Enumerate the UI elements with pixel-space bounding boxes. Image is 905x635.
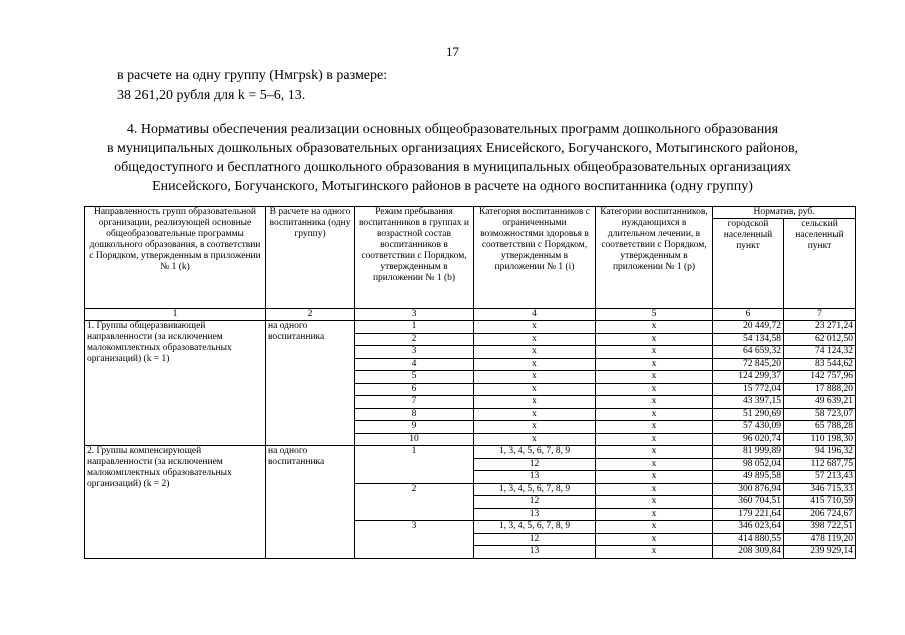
cell-p: x bbox=[596, 483, 713, 496]
cell-city: 43 397,15 bbox=[713, 396, 784, 409]
cell-i: 12 bbox=[474, 533, 596, 546]
cell-i: x bbox=[474, 383, 596, 396]
cell-i: x bbox=[474, 346, 596, 359]
col-number: 2 bbox=[266, 309, 355, 321]
table-row bbox=[85, 321, 856, 334]
cell-city: 57 430,09 bbox=[713, 421, 784, 434]
cell-city: 414 880,55 bbox=[713, 533, 784, 546]
cell-rural: 398 722,51 bbox=[784, 521, 856, 534]
col-number: 3 bbox=[355, 309, 474, 321]
cell-i: 13 bbox=[474, 546, 596, 559]
cell-i: x bbox=[474, 396, 596, 409]
cell-city: 81 999,89 bbox=[713, 446, 784, 459]
group-name: 2. Группы компенсирующей направленности (за исключением малокомплектных образовательных организаций) (k = 2) bbox=[85, 446, 266, 559]
cell-city: 51 290,69 bbox=[713, 408, 784, 421]
cell-p: x bbox=[596, 421, 713, 434]
heading-line: Енисейского, Богучанского, Мотыгинского районов в расчете на одного воспитанника (одну группу) bbox=[152, 179, 753, 194]
cell-city: 124 299,37 bbox=[713, 371, 784, 384]
cell-rural: 74 124,32 bbox=[784, 346, 856, 359]
cell-b: 9 bbox=[355, 421, 474, 434]
cell-p: x bbox=[596, 471, 713, 484]
cell-b: 1 bbox=[355, 321, 474, 334]
cell-city: 360 704,51 bbox=[713, 496, 784, 509]
cell-i: 13 bbox=[474, 471, 596, 484]
cell-p: x bbox=[596, 533, 713, 546]
group-name: 1. Группы общеразвивающей направленности (за исключением малокомплектных образовательных организаций) (k = 1) bbox=[85, 321, 266, 446]
cell-b: 2 bbox=[355, 483, 474, 521]
heading-line: общедоступного и бесплатного дошкольного образования в муниципальных общеобразовательных организациях bbox=[114, 160, 791, 175]
cell-p: x bbox=[596, 458, 713, 471]
cell-b: 7 bbox=[355, 396, 474, 409]
header-direction: Направленность групп образовательной организации, реализующей основные общеобразовательные программы дошкольного образования, в соответствии с Порядком, утвержденным в приложении № 1 (k) bbox=[85, 207, 266, 309]
col-number: 6 bbox=[713, 309, 784, 321]
cell-p: x bbox=[596, 371, 713, 384]
intro-text bbox=[117, 66, 387, 106]
cell-rural: 346 715,33 bbox=[784, 483, 856, 496]
section-heading bbox=[70, 120, 835, 196]
cell-rural: 415 710,59 bbox=[784, 496, 856, 509]
cell-b: 2 bbox=[355, 333, 474, 346]
group-per: на одного воспитанника bbox=[266, 446, 355, 559]
group-per: на одного воспитанника bbox=[266, 321, 355, 446]
intro-line: в расчете на одну группу (Нмгрsk) в размере: bbox=[117, 68, 388, 83]
cell-i: x bbox=[474, 333, 596, 346]
cell-city: 49 895,58 bbox=[713, 471, 784, 484]
cell-b: 1 bbox=[355, 446, 474, 484]
cell-i: 1, 3, 4, 5, 6, 7, 8, 9 bbox=[474, 446, 596, 459]
cell-p: x bbox=[596, 358, 713, 371]
cell-rural: 94 196,32 bbox=[784, 446, 856, 459]
cell-b: 10 bbox=[355, 433, 474, 446]
cell-p: x bbox=[596, 508, 713, 521]
cell-city: 96 020,74 bbox=[713, 433, 784, 446]
cell-p: x bbox=[596, 383, 713, 396]
cell-rural: 58 723,07 bbox=[784, 408, 856, 421]
cell-city: 346 023,64 bbox=[713, 521, 784, 534]
cell-p: x bbox=[596, 321, 713, 334]
cell-rural: 65 788,28 bbox=[784, 421, 856, 434]
header-ovz: Категория воспитанников с ограниченными возможностями здоровья в соответствии с Порядком, утвержденным в приложении № 1 (i) bbox=[474, 207, 596, 309]
cell-rural: 112 687,75 bbox=[784, 458, 856, 471]
header-regime: Режим пребывания воспитанников в группах и возрастной состав воспитанников в соответствии с Порядком, утвержденным в приложении № 1 (b) bbox=[355, 207, 474, 309]
cell-p: x bbox=[596, 521, 713, 534]
cell-city: 15 772,04 bbox=[713, 383, 784, 396]
cell-city: 20 449,72 bbox=[713, 321, 784, 334]
cell-i: x bbox=[474, 371, 596, 384]
cell-b: 3 bbox=[355, 346, 474, 359]
cell-rural: 17 888,20 bbox=[784, 383, 856, 396]
cell-rural: 110 198,30 bbox=[784, 433, 856, 446]
col-number: 1 bbox=[85, 309, 266, 321]
cell-city: 98 052,04 bbox=[713, 458, 784, 471]
cell-city: 208 309,84 bbox=[713, 546, 784, 559]
cell-rural: 49 639,21 bbox=[784, 396, 856, 409]
cell-i: x bbox=[474, 408, 596, 421]
cell-rural: 206 724,67 bbox=[784, 508, 856, 521]
cell-i: x bbox=[474, 358, 596, 371]
cell-p: x bbox=[596, 496, 713, 509]
cell-i: x bbox=[474, 433, 596, 446]
header-norm: Норматив, руб. bbox=[713, 207, 856, 219]
header-rural: сельский населенный пункт bbox=[784, 219, 856, 309]
table-row bbox=[85, 446, 856, 459]
col-number: 7 bbox=[784, 309, 856, 321]
header-city: городской населенный пункт bbox=[713, 219, 784, 309]
intro-line: 38 261,20 рубля для k = 5–6, 13. bbox=[117, 88, 306, 103]
cell-b: 8 bbox=[355, 408, 474, 421]
cell-rural: 57 213,43 bbox=[784, 471, 856, 484]
cell-city: 54 134,58 bbox=[713, 333, 784, 346]
cell-i: 12 bbox=[474, 458, 596, 471]
cell-p: x bbox=[596, 396, 713, 409]
cell-i: 1, 3, 4, 5, 6, 7, 8, 9 bbox=[474, 483, 596, 496]
header-per: В расчете на одного воспитанника (одну группу) bbox=[266, 207, 355, 309]
header-treatment: Категории воспитанников, нуждающихся в длительном лечении, в соответствии с Порядком, утвержденным в приложении № 1 (p) bbox=[596, 207, 713, 309]
cell-city: 72 845,20 bbox=[713, 358, 784, 371]
cell-rural: 83 544,62 bbox=[784, 358, 856, 371]
cell-rural: 23 271,24 bbox=[784, 321, 856, 334]
cell-p: x bbox=[596, 346, 713, 359]
cell-i: 1, 3, 4, 5, 6, 7, 8, 9 bbox=[474, 521, 596, 534]
cell-city: 179 221,64 bbox=[713, 508, 784, 521]
cell-b: 4 bbox=[355, 358, 474, 371]
cell-p: x bbox=[596, 433, 713, 446]
cell-city: 64 659,32 bbox=[713, 346, 784, 359]
cell-p: x bbox=[596, 446, 713, 459]
cell-rural: 142 757,96 bbox=[784, 371, 856, 384]
heading-line: 4. Нормативы обеспечения реализации основных общеобразовательных программ дошкольного образования bbox=[126, 122, 779, 137]
col-number: 5 bbox=[596, 309, 713, 321]
col-number: 4 bbox=[474, 309, 596, 321]
cell-p: x bbox=[596, 333, 713, 346]
cell-rural: 239 929,14 bbox=[784, 546, 856, 559]
cell-rural: 62 012,50 bbox=[784, 333, 856, 346]
cell-i: 13 bbox=[474, 508, 596, 521]
cell-b: 3 bbox=[355, 521, 474, 559]
cell-b: 5 bbox=[355, 371, 474, 384]
norms-table bbox=[84, 206, 856, 559]
cell-i: x bbox=[474, 321, 596, 334]
cell-p: x bbox=[596, 408, 713, 421]
cell-b: 6 bbox=[355, 383, 474, 396]
cell-i: x bbox=[474, 421, 596, 434]
cell-city: 300 876,94 bbox=[713, 483, 784, 496]
cell-rural: 478 119,20 bbox=[784, 533, 856, 546]
page-number: 17 bbox=[446, 44, 459, 59]
heading-line: в муниципальных дошкольных образовательных организациях Енисейского, Богучанского, Мотыгинского районов, bbox=[106, 141, 799, 156]
cell-i: 12 bbox=[474, 496, 596, 509]
cell-p: x bbox=[596, 546, 713, 559]
